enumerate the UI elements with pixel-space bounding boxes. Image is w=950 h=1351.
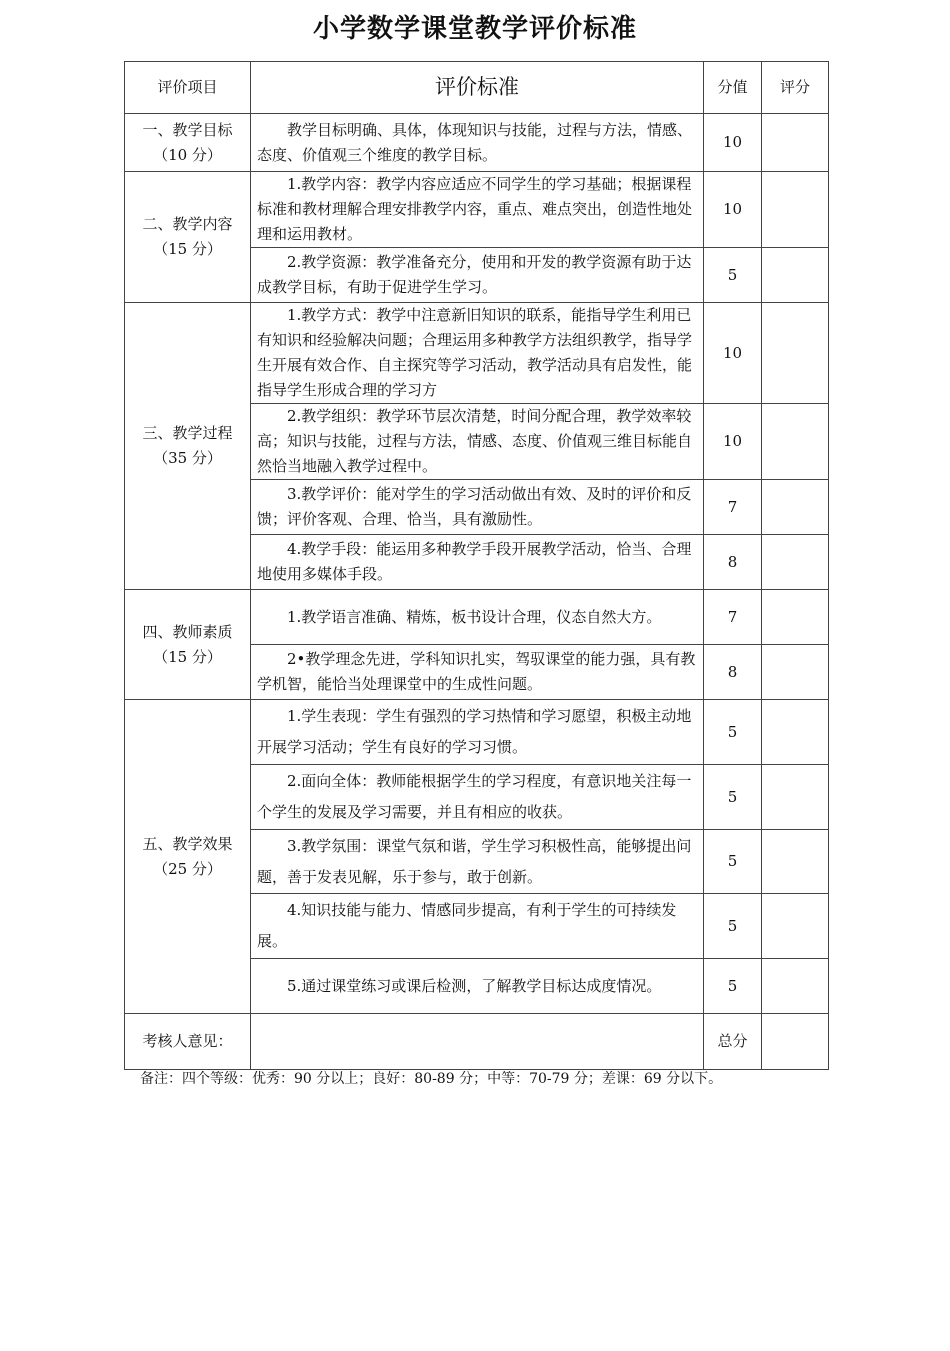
criteria-text: 1.教学语言准确、精炼，板书设计合理，仪态自然大方。 — [251, 590, 704, 645]
header-score: 分值 — [704, 62, 762, 114]
grade-cell[interactable] — [762, 114, 829, 172]
section-name: 四、教师素质 — [142, 622, 233, 641]
table-row — [125, 590, 829, 645]
grade-cell[interactable] — [762, 480, 829, 535]
section-name: 五、教学效果 — [142, 834, 233, 853]
grade-cell[interactable] — [762, 172, 829, 248]
grade-cell[interactable] — [762, 303, 829, 404]
grade-cell[interactable] — [762, 700, 829, 765]
score-value: 5 — [704, 700, 762, 765]
section-name: 三、教学过程 — [142, 424, 233, 442]
section-item — [125, 590, 251, 700]
criteria-text: 2.教学资源：教学准备充分，使用和开发的教学资源有助于达成教学目标，有助于促进学生学习。 — [251, 248, 704, 303]
criteria-text: 1.学生表现：学生有强烈的学习热情和学习愿望，积极主动地开展学习活动；学生有良好的学习习惯。 — [251, 700, 704, 765]
section-points: （35 分） — [153, 449, 222, 467]
total-label: 总分 — [704, 1014, 762, 1070]
criteria-text: 3.教学氛围：课堂气氛和谐，学生学习积极性高，能够提出问题，善于发表见解，乐于参与，敢于创新。 — [251, 830, 704, 894]
grade-cell[interactable] — [762, 765, 829, 830]
score-value: 10 — [704, 114, 762, 172]
reviewer-comment-cell[interactable] — [251, 1014, 704, 1070]
score-value: 8 — [704, 535, 762, 590]
section-name: 二、教学内容 — [142, 215, 233, 233]
reviewer-label: 考核人意见： — [125, 1014, 251, 1070]
page-title: 小学数学课堂教学评价标准 — [312, 14, 637, 44]
table-row — [125, 700, 829, 765]
evaluation-table — [124, 61, 829, 1070]
criteria-text: 4.教学手段：能运用多种教学手段开展教学活动，恰当、合理地使用多媒体手段。 — [251, 535, 704, 590]
table-header-row — [125, 62, 829, 114]
grading-note: 备注：四个等级：优秀：90 分以上；良好：80-89 分；中等：70-79 分；差课：69 分以下。 — [140, 1071, 723, 1087]
section-points: （10 分） — [153, 145, 222, 164]
grade-cell[interactable] — [762, 404, 829, 480]
criteria-text: 教学目标明确、具体，体现知识与技能，过程与方法，情感、态度、价值观三个维度的教学目标。 — [251, 114, 704, 172]
total-score-cell[interactable] — [762, 1014, 829, 1070]
section-item — [125, 114, 251, 172]
grade-cell[interactable] — [762, 830, 829, 894]
score-value: 7 — [704, 590, 762, 645]
section-item — [125, 172, 251, 303]
table-row — [125, 303, 829, 404]
section-item — [125, 700, 251, 1014]
grade-cell[interactable] — [762, 645, 829, 700]
criteria-text: 2.教学组织：教学环节层次清楚，时间分配合理，教学效率较高；知识与技能，过程与方法，情感、态度、价值观三维目标能自然恰当地融入教学过程中。 — [251, 404, 704, 480]
reviewer-row — [125, 1014, 829, 1070]
criteria-text: 1.教学内容：教学内容应适应不同学生的学习基础；根据课程标准和教材理解合理安排教学内容，重点、难点突出，创造性地处理和运用教材。 — [251, 172, 704, 248]
criteria-text: 3.教学评价：能对学生的学习活动做出有效、及时的评价和反馈；评价客观、合理、恰当，具有激励性。 — [251, 480, 704, 535]
header-criteria: 评价标准 — [251, 62, 704, 114]
grade-cell[interactable] — [762, 590, 829, 645]
table-row — [125, 114, 829, 172]
score-value: 7 — [704, 480, 762, 535]
criteria-text: 2.面向全体：教师能根据学生的学习程度，有意识地关注每一个学生的发展及学习需要，并且有相应的收获。 — [251, 765, 704, 830]
section-points: （25 分） — [153, 859, 222, 878]
criteria-text: 2•教学理念先进，学科知识扎实，驾驭课堂的能力强，具有教学机智，能恰当处理课堂中的生成性问题。 — [251, 645, 704, 700]
grade-cell[interactable] — [762, 248, 829, 303]
score-value: 5 — [704, 248, 762, 303]
grade-cell[interactable] — [762, 959, 829, 1014]
header-item: 评价项目 — [125, 62, 251, 114]
score-value: 10 — [704, 404, 762, 480]
score-value: 5 — [704, 830, 762, 894]
score-value: 5 — [704, 765, 762, 830]
score-value: 10 — [704, 303, 762, 404]
section-points: （15 分） — [153, 647, 222, 666]
section-points: （15 分） — [153, 240, 222, 258]
table-row — [125, 172, 829, 248]
criteria-text: 4.知识技能与能力、情感同步提高，有利于学生的可持续发展。 — [251, 894, 704, 959]
score-value: 5 — [704, 959, 762, 1014]
header-grade: 评分 — [762, 62, 829, 114]
score-value: 8 — [704, 645, 762, 700]
grade-cell[interactable] — [762, 535, 829, 590]
grade-cell[interactable] — [762, 894, 829, 959]
score-value: 5 — [704, 894, 762, 959]
criteria-text: 1.教学方式：教学中注意新旧知识的联系，能指导学生利用已有知识和经验解决问题；合理运用多种教学方法组织教学，指导学生开展有效合作、自主探究等学习活动，教学活动具有启发性，能指导学生形成合理的学习方 — [251, 303, 704, 404]
criteria-text: 5.通过课堂练习或课后检测，了解教学目标达成度情况。 — [251, 959, 704, 1014]
section-item — [125, 303, 251, 590]
score-value: 10 — [704, 172, 762, 248]
section-name: 一、教学目标 — [142, 120, 233, 139]
